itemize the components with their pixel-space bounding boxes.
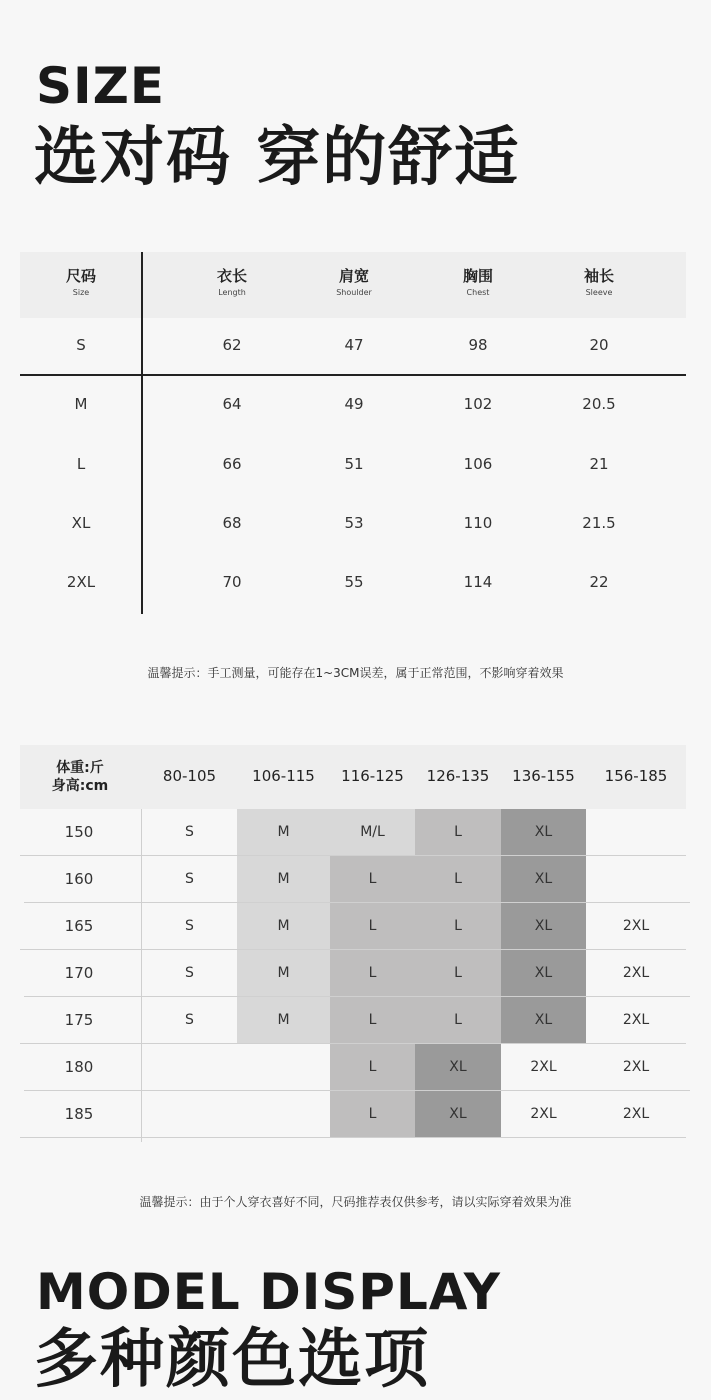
recommended-size: L [454,824,462,840]
height-unit-label: 身高:cm [51,778,109,794]
model-display-subheading: 多种颜色选项 [34,1323,430,1397]
recommended-size: 2XL [622,1106,650,1122]
row-divider [24,996,690,997]
recommended-size: L [368,1106,377,1122]
height-label: 150 [64,823,94,841]
recommended-size: 2XL [530,1059,557,1075]
recommendation-note: 温馨提示：由于个人穿衣喜好不同，尺码推荐表仅供参考，请以实际穿着效果为准 [139,1195,572,1209]
size-table-cell: M [74,395,88,413]
size-col-header [539,267,659,299]
row-divider [20,855,686,856]
size-col-header [418,267,538,299]
size-table-cell: 55 [344,573,364,591]
size-col-header-en: Length [218,288,246,297]
model-display-heading: MODEL DISPLAY [36,1263,501,1321]
size-col-header-cn: 尺码 [65,267,96,285]
recommended-size: XL [534,1012,553,1028]
weight-range-header: 106-115 [252,767,315,785]
recommended-size: L [368,918,377,934]
size-chart-table [20,252,686,614]
size-table-cell: 114 [463,573,493,591]
size-table-cell: 64 [222,395,242,413]
height-label: 185 [64,1105,94,1123]
size-subheading: 选对码 穿的舒适 [34,121,521,195]
size-col-header-cn: 衣长 [216,267,247,285]
size-table-cell: S [76,336,86,354]
row-divider [20,949,686,950]
size-heading: SIZE [36,57,166,115]
recommended-size: XL [534,871,553,887]
recommended-size: L [454,871,462,887]
size-col-header-en: Chest [466,288,490,297]
height-label: 160 [64,870,94,888]
recommended-size: M [277,1012,290,1028]
recommended-size: L [368,965,377,981]
height-label: 175 [64,1011,94,1029]
recommended-size: M/L [360,824,385,840]
weight-unit-label: 体重:斤 [56,760,104,776]
recommended-size: M [277,965,290,981]
size-table-cell: 68 [222,514,242,532]
size-table-cell: 98 [468,336,488,354]
table-divider-vertical [141,252,143,614]
size-col-header-en: Sleeve [585,288,613,297]
recommended-size: S [185,871,194,887]
recommended-size: 2XL [622,1012,650,1028]
size-col-header-en: Size [72,288,90,297]
size-table-cell: 21 [589,455,609,473]
size-col-header [172,267,292,299]
size-recommendation-table [20,745,686,1145]
recommended-size: 2XL [530,1106,557,1122]
height-label: 170 [64,964,94,982]
size-table-cell: 51 [344,455,364,473]
recommended-size: M [277,918,290,934]
weight-range-header: 80-105 [162,767,217,785]
height-label: 165 [64,917,94,935]
size-table-cell: 20 [589,336,609,354]
recommended-size: S [185,824,194,840]
recommended-size: 2XL [622,1059,650,1075]
row-divider [24,902,690,903]
recommended-size: S [185,1012,194,1028]
size-table-cell: 53 [344,514,364,532]
size-table-cell: L [76,455,86,473]
recommended-size: L [454,1012,462,1028]
recommended-size: XL [449,1106,467,1122]
table-divider-horizontal [20,374,686,376]
size-table-cell: 106 [463,455,493,473]
recommended-size: XL [534,824,553,840]
size-table-cell: 66 [222,455,242,473]
recommended-size: L [454,965,462,981]
recommended-size: L [368,1012,377,1028]
size-col-header [21,267,141,299]
size-table-cell: 2XL [66,573,96,591]
recommended-size: 2XL [622,965,650,981]
recommendation-corner-label [20,759,140,795]
size-table-cell: 70 [222,573,242,591]
recommended-size: XL [534,918,553,934]
size-col-header-cn: 袖长 [583,267,614,285]
measurement-note: 温馨提示：手工测量，可能存在1~3CM误差，属于正常范围，不影响穿着效果 [147,666,564,680]
weight-range-header: 136-155 [512,767,575,785]
recommended-size: L [454,918,462,934]
recommended-size: XL [449,1059,467,1075]
row-divider [20,1137,686,1138]
recommended-size: 2XL [622,918,650,934]
size-table-cell: 20.5 [582,395,616,413]
size-table-cell: 47 [344,336,364,354]
recommended-size: S [185,918,194,934]
recommended-size: L [368,871,377,887]
recommended-size: M [277,824,290,840]
weight-range-header: 116-125 [341,767,404,785]
weight-range-header: 156-185 [604,767,668,785]
size-col-header-en: Shoulder [336,288,372,297]
size-table-cell: 62 [222,336,242,354]
row-divider [20,1043,686,1044]
recommended-size: XL [534,965,553,981]
size-table-cell: 22 [589,573,609,591]
row-divider [24,1090,690,1091]
size-col-header-cn: 胸围 [462,267,493,285]
size-col-header [294,267,414,299]
weight-range-header: 126-135 [426,767,490,785]
size-table-cell: XL [71,514,91,532]
size-table-cell: 49 [344,395,364,413]
size-table-cell: 21.5 [582,514,616,532]
size-col-header-cn: 肩宽 [338,267,369,285]
height-label: 180 [64,1058,94,1076]
recommended-size: S [185,965,194,981]
size-table-cell: 102 [463,395,493,413]
size-table-cell: 110 [463,514,493,532]
recommended-size: M [277,871,290,887]
recommended-size: L [368,1059,377,1075]
